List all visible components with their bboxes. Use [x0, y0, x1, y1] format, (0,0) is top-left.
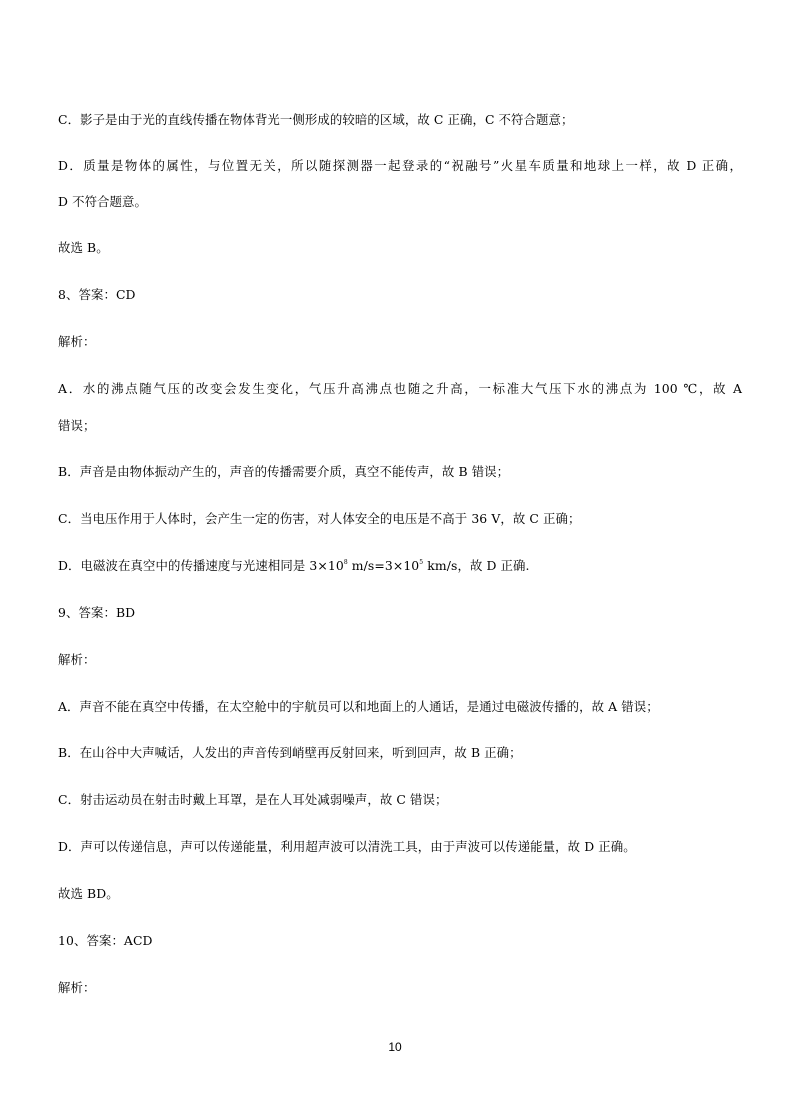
q8-d-text-middle: m/s=3×10	[347, 558, 420, 573]
question-8-option-d	[58, 558, 530, 574]
question-8-option-c: C．当电压作用于人体时，会产生一定的伤害，对人体安全的电压是不高于 36 V，故 C 正确；	[58, 511, 581, 526]
question-8-option-b: B．声音是由物体振动产生的，声音的传播需要介质，真空不能传声，故 B 错误；	[58, 464, 510, 479]
question-9-option-b: B．在山谷中大声喊话，人发出的声音传到峭壁再反射回来，听到回声，故 B 正确；	[58, 745, 522, 760]
question-9-option-a: A．声音不能在真空中传播，在太空舱中的宇航员可以和地面上的人通话，是通过电磁波传播的，故 A 错误；	[58, 699, 659, 714]
page-number: 10	[388, 1040, 402, 1054]
q8-d-exponent-2: 5	[419, 559, 424, 566]
question-8-answer: 8、答案：CD	[58, 287, 136, 302]
q8-d-exponent-1: 8	[343, 559, 348, 566]
question-9-option-d: D．声可以传递信息，声可以传递能量，利用超声波可以清洗工具，由于声波可以传递能量，故 D 正确。	[58, 839, 636, 854]
conclusion-choose-b: 故选 B。	[58, 240, 109, 255]
question-10-analysis-label: 解析：	[58, 980, 96, 995]
q8-d-text-start: D．电磁波在真空中的传播速度与光速相同是 3×10	[58, 558, 344, 573]
question-9-option-c: C．射击运动员在射击时戴上耳罩，是在人耳处减弱噪声，故 C 错误；	[58, 792, 448, 807]
question-10-answer: 10、答案：ACD	[58, 933, 153, 948]
question-8-analysis-label: 解析：	[58, 334, 96, 349]
conclusion-choose-bd: 故选 BD。	[58, 886, 119, 901]
question-9-analysis-label: 解析：	[58, 652, 96, 667]
question-8-option-a-line-2: 错误；	[58, 418, 96, 433]
option-c-shadow-line: C．影子是由于光的直线传播在物体背光一侧形成的较暗的区域，故 C 正确，C 不符合题意；	[58, 112, 574, 127]
option-d-mass-line-2: D 不符合题意。	[58, 194, 148, 209]
option-d-mass-line-1: D．质量是物体的属性，与位置无关，所以随探测器一起登录的“祝融号”火星车质量和地球上一样，故 D 正确，	[58, 158, 742, 173]
question-9-answer: 9、答案：BD	[58, 605, 136, 620]
q8-d-text-end: km/s，故 D 正确.	[423, 558, 530, 573]
question-8-option-a-line-1: A．水的沸点随气压的改变会发生变化，气压升高沸点也随之升高，一标准大气压下水的沸点为 100 ℃，故 A	[58, 381, 742, 396]
